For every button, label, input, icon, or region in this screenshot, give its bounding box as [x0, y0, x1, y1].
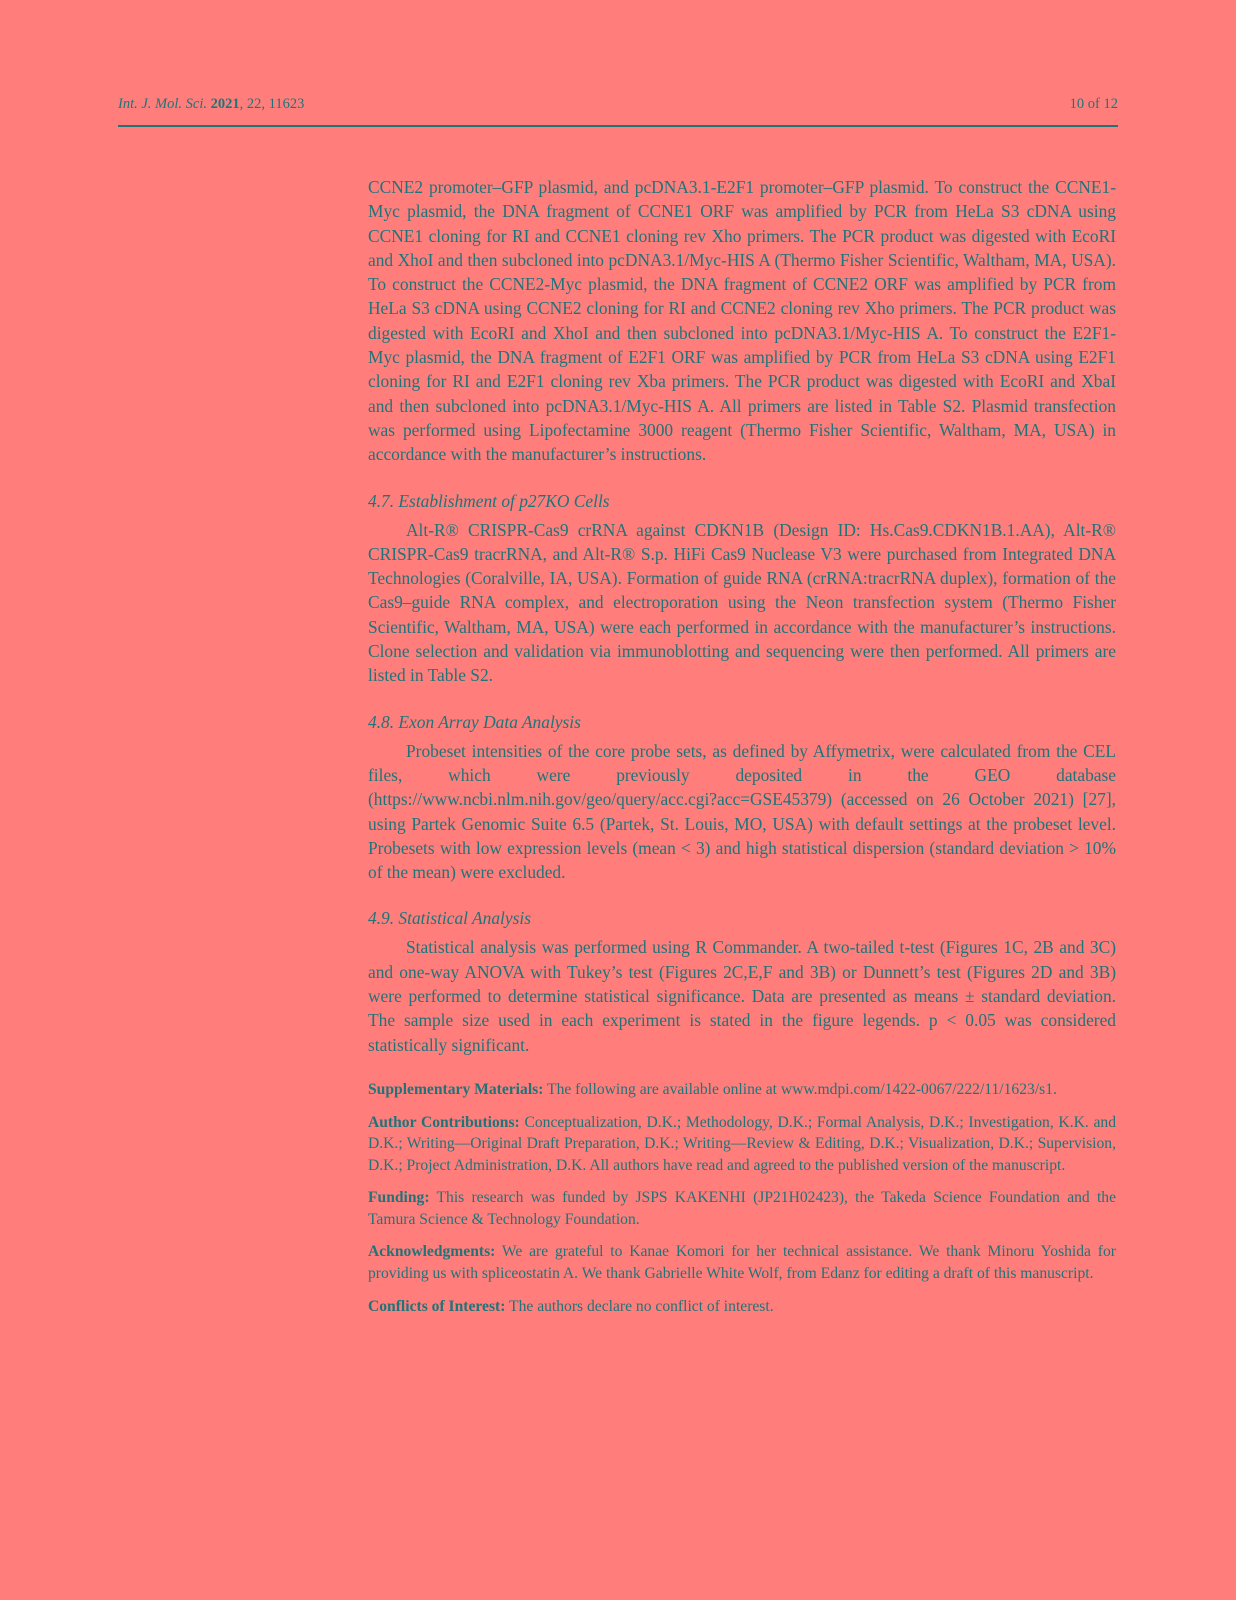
funding-label: Funding: [368, 1189, 430, 1207]
acknowledgments [368, 1241, 1116, 1284]
section-heading-4-9: 4.9. Statistical Analysis [368, 908, 531, 929]
header-rule [118, 125, 1118, 127]
section-heading-4-7: 4.7. Establishment of p27KO Cells [368, 490, 610, 511]
section-text-4-8: Probeset intensities of the core probe sets, as defined by Affymetrix, were calculated from the CEL files, which were previously deposited in the GEO database (https://www.ncbi.nlm.nih.gov/geo/query/acc.cgi?acc=GSE45379) (accessed on 26 October 2021) [27], using Partek Genomic Suite 6.5 (Partek, St. Louis, MO, USA) with default settings at the probeset level. Probesets with low expression levels (mean < 3) and high statistical dispersion (standard deviation > 10% of the mean) were excluded. [368, 740, 1116, 883]
acknowledgments-text: We are grateful to Kanae Komori for her technical assistance. We thank Minoru Yoshida for providing us with spliceostatin A. We thank Gabrielle White Wolf, from Edanz for editing a draft of this manuscript. [368, 1243, 1116, 1283]
section-text-4-7: Alt-R® CRISPR-Cas9 crRNA against CDKN1B (Design ID: Hs.Cas9.CDKN1B.1.AA), Alt-R® CRISPR-Cas9 tracrRNA, and Alt-R® S.p. HiFi Cas9 Nuclease V3 were purchased from Integrated DNA Technologies (Coralville, IA, USA). Formation of guide RNA (crRNA:tracrRNA duplex), formation of the Cas9–guide RNA complex, and electroporation using the Neon transfection system (Thermo Fisher Scientific, Waltham, MA, USA) were each performed in accordance with the manufacturer’s instructions. Clone selection and validation via immunoblotting and sequencing were then performed. All primers are listed in Table S2. [368, 519, 1116, 686]
conflicts-of-interest [368, 1296, 1116, 1318]
funding [368, 1187, 1116, 1230]
back-matter [368, 1079, 1116, 1317]
funding-text: This research was funded by JSPS KAKENHI (JP21H02423), the Takeda Science Foundation and the Tamura Science & Technology Foundation. [368, 1189, 1116, 1228]
supplementary-label: Supplementary Materials: [368, 1080, 544, 1098]
contributions-text: Conceptualization, D.K.; Methodology, D.K.; Formal Analysis, D.K.; Investigation, K.K. and D.K.; Writing—Original Draft Preparation, D.K.; Writing—Review & Editing, D.K.; Visualization, D.K.; Supervision, D.K.; Project Administration, D.K. All authors have read and agreed to the published version of the manuscript. [368, 1113, 1116, 1174]
supplementary-text: The following are available online at www.mdpi.com/1422-0067/222/11/1623/s1. [543, 1080, 1057, 1098]
conflicts-label: Conflicts of Interest: [368, 1297, 506, 1315]
methods-continuation-paragraph: CCNE2 promoter–GFP plasmid, and pcDNA3.1-E2F1 promoter–GFP plasmid. To construct the CCNE1-Myc plasmid, the DNA fragment of CCNE1 ORF was amplified by PCR from HeLa S3 cDNA using CCNE1 cloning for RI and CCNE1 cloning rev Xho primers. The PCR product was digested with EcoRI and XhoI and then subcloned into pcDNA3.1/Myc-HIS A (Thermo Fisher Scientific, Waltham, MA, USA). To construct the CCNE2-Myc plasmid, the DNA fragment of CCNE2 ORF was amplified by PCR from HeLa S3 cDNA using CCNE2 cloning for RI and CCNE2 cloning rev Xho primers. The PCR product was digested with EcoRI and XhoI and then subcloned into pcDNA3.1/Myc-HIS A. To construct the E2F1-Myc plasmid, the DNA fragment of E2F1 ORF was amplified by PCR from HeLa S3 cDNA using E2F1 cloning for RI and E2F1 cloning rev Xba primers. The PCR product was digested with EcoRI and XbaI and then subcloned into pcDNA3.1/Myc-HIS A. All primers are listed in Table S2. Plasmid transfection was performed using Lipofectamine 3000 reagent (Thermo Fisher Scientific, Waltham, MA, USA) in accordance with the manufacturer’s instructions. [368, 177, 1116, 465]
contributions-label: Author Contributions: [368, 1113, 520, 1131]
acknowledgments-label: Acknowledgments: [368, 1243, 496, 1261]
journal-year: 2021 [210, 96, 240, 112]
section-text-4-9: Statistical analysis was performed using R Commander. A two-tailed t-test (Figures 1C, 2B and 3C) and one-way ANOVA with Tukey’s test (Figures 2C,E,F and 3B) or Dunnett’s test (Figures 2D and 3B) were performed to determine statistical significance. Data are presented as means ± standard deviation. The sample size used in each experiment is stated in the figure legends. p < 0.05 was considered statistically significant. [368, 937, 1116, 1055]
author-contributions [368, 1112, 1116, 1177]
supplementary-materials [368, 1079, 1116, 1101]
journal-volume: , 22, 11623 [239, 96, 305, 112]
conflicts-text: The authors declare no conflict of interest. [505, 1297, 774, 1315]
main-content [368, 175, 1116, 1328]
page-number: 10 of 12 [1069, 96, 1118, 112]
journal-citation [118, 96, 304, 113]
section-heading-4-8: 4.8. Exon Array Data Analysis [368, 711, 581, 732]
journal-name: Int. J. Mol. Sci. [118, 96, 207, 112]
page-header [118, 96, 1118, 113]
